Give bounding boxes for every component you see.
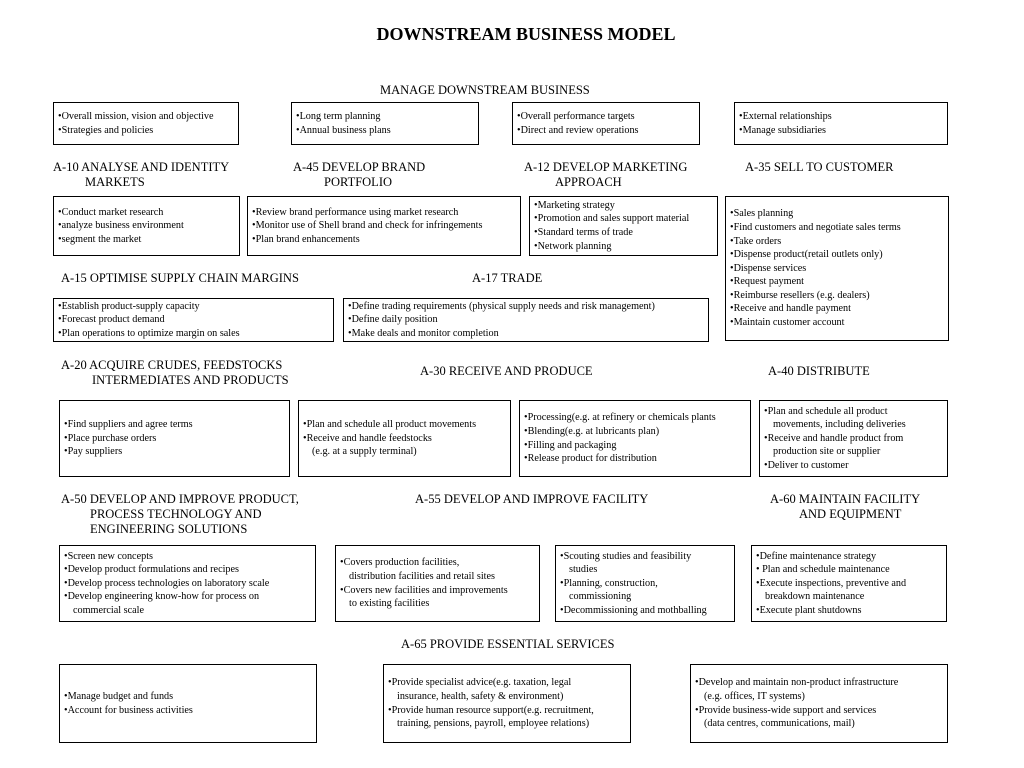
manage-heading: MANAGE DOWNSTREAM BUSINESS — [380, 83, 590, 97]
list-item: •Covers production facilities, — [340, 557, 460, 569]
a12-heading-line2: APPROACH — [555, 175, 622, 189]
list-item: •segment the market — [58, 233, 142, 245]
list-item: •Filling and packaging — [524, 439, 617, 451]
list-item: training, pensions, payroll, employee relations) — [397, 718, 590, 730]
list-item: •Define trading requirements (physical supply needs and risk management) — [348, 300, 655, 312]
list-item: studies — [569, 564, 598, 576]
list-item: •Overall performance targets — [517, 110, 635, 122]
list-item: •Sales planning — [730, 208, 794, 220]
list-item: (e.g. at a supply terminal) — [312, 446, 417, 458]
list-item: •Overall mission, vision and objective — [58, 110, 214, 122]
list-item: •Establish product-supply capacity — [58, 300, 200, 312]
list-item: •Manage subsidiaries — [739, 124, 827, 136]
a65-box-1 — [59, 664, 317, 743]
list-item: •Dispense services — [730, 262, 807, 274]
a30-left-box — [298, 400, 511, 477]
a60-box — [751, 545, 947, 622]
a20-box — [59, 400, 290, 477]
list-item: •analyze business environment — [58, 220, 184, 232]
manage-box-3 — [512, 102, 700, 145]
list-item: •Define maintenance strategy — [756, 550, 877, 562]
list-item: breakdown maintenance — [765, 591, 865, 603]
list-item: •Deliver to customer — [764, 459, 849, 471]
list-item: •Plan and schedule all product — [764, 405, 888, 417]
a50-box — [59, 545, 316, 622]
list-item: •Account for business activities — [64, 704, 193, 716]
list-item: •Develop and maintain non-product infrastructure — [695, 677, 899, 689]
a65-box-3 — [690, 664, 948, 743]
list-item: •Review brand performance using market research — [252, 206, 459, 218]
page-title: DOWNSTREAM BUSINESS MODEL — [376, 24, 676, 44]
list-item: •Marketing strategy — [534, 199, 615, 211]
a50-heading-line1: A-50 DEVELOP AND IMPROVE PRODUCT, — [61, 492, 299, 506]
a17-box — [343, 298, 709, 342]
list-item: •Long term planning — [296, 110, 381, 122]
a15-heading: A-15 OPTIMISE SUPPLY CHAIN MARGINS — [61, 271, 299, 285]
list-item: •Plan operations to optimize margin on sales — [58, 327, 240, 339]
a60-heading-line2: AND EQUIPMENT — [799, 507, 902, 521]
list-item: •Provide specialist advice(e.g. taxation, legal — [388, 677, 572, 689]
list-item: insurance, health, safety & environment) — [397, 690, 564, 702]
list-item: (e.g. offices, IT systems) — [704, 690, 805, 702]
list-item: •Screen new concepts — [64, 550, 153, 562]
a60-heading-line1: A-60 MAINTAIN FACILITY — [770, 492, 921, 506]
a12-heading — [524, 160, 687, 190]
list-item: •Dispense product(retail outlets only) — [730, 249, 883, 261]
a10-box — [53, 196, 240, 256]
list-item: production site or supplier — [773, 446, 881, 458]
list-item: •Covers new facilities and improvements — [340, 584, 508, 596]
list-item: commissioning — [569, 591, 632, 603]
list-item: •Request payment — [730, 276, 805, 288]
a15-box — [53, 298, 334, 342]
a35-heading: A-35 SELL TO CUSTOMER — [745, 160, 894, 174]
list-item: •Find suppliers and agree terms — [64, 419, 193, 431]
a12-box — [529, 196, 718, 256]
a45-heading-line1: A-45 DEVELOP BRAND — [293, 160, 426, 174]
list-item: •Find customers and negotiate sales terms — [730, 221, 901, 233]
a40-heading: A-40 DISTRIBUTE — [768, 364, 870, 378]
list-item: •Place purchase orders — [64, 432, 157, 444]
list-item: •Release product for distribution — [524, 453, 657, 465]
list-item: •Execute plant shutdowns — [756, 604, 862, 616]
a30-right-box — [519, 400, 751, 477]
list-item: •Develop product formulations and recipes — [64, 564, 240, 576]
a50-heading-line2: PROCESS TECHNOLOGY AND — [90, 507, 262, 521]
a45-heading — [293, 160, 425, 190]
list-item: •Define daily position — [348, 314, 438, 326]
a55-left-box — [335, 545, 540, 622]
list-item: movements, including deliveries — [773, 419, 906, 431]
list-item: •Forecast product demand — [58, 314, 165, 326]
list-item: •Make deals and monitor completion — [348, 327, 499, 339]
a55-heading: A-55 DEVELOP AND IMPROVE FACILITY — [415, 492, 649, 506]
a10-heading — [53, 160, 229, 190]
list-item: •Strategies and policies — [58, 124, 154, 136]
a65-heading: A-65 PROVIDE ESSENTIAL SERVICES — [401, 637, 615, 651]
a17-heading: A-17 TRADE — [472, 271, 543, 285]
a45-box — [247, 196, 521, 256]
a35-box — [725, 196, 949, 341]
list-item: •Decommissioning and mothballing — [560, 604, 707, 616]
manage-box-4 — [734, 102, 948, 145]
list-item: •Monitor use of Shell brand and check for infringements — [252, 220, 483, 232]
a10-heading-line1: A-10 ANALYSE AND IDENTITY — [53, 160, 230, 174]
list-item: •Promotion and sales support material — [534, 213, 690, 225]
list-item: •Direct and review operations — [517, 124, 639, 136]
a65-box-2 — [383, 664, 631, 743]
a20-heading-line2: INTERMEDIATES AND PRODUCTS — [92, 373, 289, 387]
a20-heading — [61, 358, 289, 388]
manage-box-1 — [53, 102, 239, 145]
list-item: •Take orders — [730, 235, 782, 247]
list-item: •Receive and handle feedstocks — [303, 432, 432, 444]
manage-box-2 — [291, 102, 479, 145]
a30-heading: A-30 RECEIVE AND PRODUCE — [420, 364, 593, 378]
a50-heading — [61, 492, 299, 537]
list-item: •Manage budget and funds — [64, 690, 174, 702]
a40-box — [759, 400, 948, 477]
list-item: •Plan and schedule all product movements — [303, 419, 477, 431]
list-item: •Annual business plans — [296, 124, 391, 136]
list-item: to existing facilities — [349, 598, 430, 610]
list-item: •Scouting studies and feasibility — [560, 550, 692, 562]
list-item: •Planning, construction, — [560, 577, 658, 589]
list-item: •Conduct market research — [58, 206, 164, 218]
list-item: •Processing(e.g. at refinery or chemicals plants — [524, 412, 716, 424]
list-item: •Receive and handle product from — [764, 432, 904, 444]
list-item: (data centres, communications, mail) — [704, 718, 855, 730]
list-item: distribution facilities and retail sites — [349, 570, 495, 582]
list-item: • Plan and schedule maintenance — [756, 564, 890, 576]
list-item: •Provide business-wide support and services — [695, 704, 877, 716]
list-item: commercial scale — [73, 604, 144, 616]
a20-heading-line1: A-20 ACQUIRE CRUDES, FEEDSTOCKS — [61, 358, 283, 372]
list-item: •Standard terms of trade — [534, 227, 633, 238]
list-item: •Develop process technologies on laboratory scale — [64, 577, 270, 589]
a10-heading-line2: MARKETS — [85, 175, 145, 189]
list-item: •Network planning — [534, 240, 612, 252]
list-item: •Plan brand enhancements — [252, 233, 360, 245]
list-item: •Pay suppliers — [64, 446, 123, 458]
a50-heading-line3: ENGINEERING SOLUTIONS — [90, 522, 248, 536]
list-item: •Blending(e.g. at lubricants plan) — [524, 425, 660, 437]
list-item: •Execute inspections, preventive and — [756, 577, 907, 589]
list-item: •Provide human resource support(e.g. recruitment, — [388, 704, 594, 716]
list-item: •Maintain customer account — [730, 317, 845, 329]
a60-heading — [770, 492, 920, 522]
a12-heading-line1: A-12 DEVELOP MARKETING — [524, 160, 688, 174]
list-item: •Receive and handle payment — [730, 303, 851, 315]
list-item: •Develop engineering know-how for process on — [64, 591, 260, 603]
a55-right-box — [555, 545, 735, 622]
a45-heading-line2: PORTFOLIO — [324, 175, 393, 189]
list-item: •External relationships — [739, 110, 832, 122]
list-item: •Reimburse resellers (e.g. dealers) — [730, 289, 870, 301]
